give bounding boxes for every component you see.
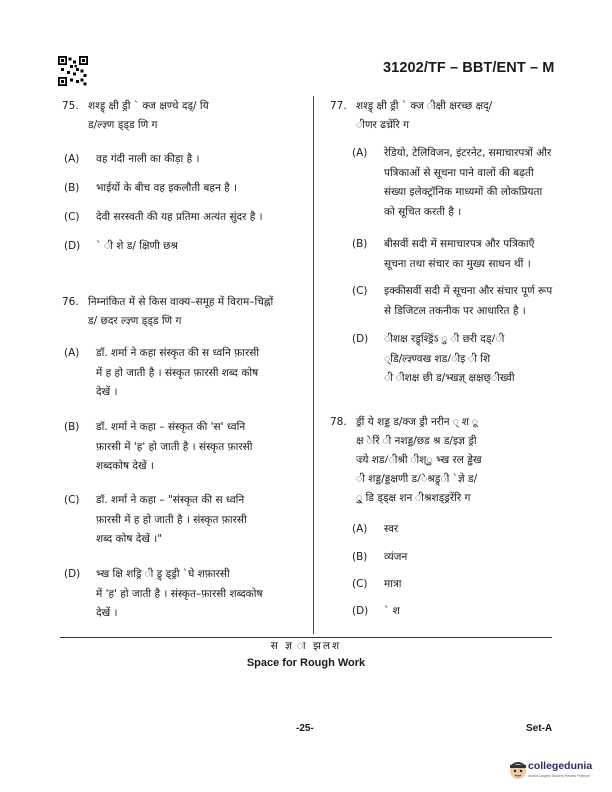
rough-work-divider [60, 637, 552, 638]
option-line: डॉ. शर्मा ने कहा संस्कृत की स ध्वनि फ़ारसी [96, 347, 260, 359]
question-number: 76. [62, 296, 79, 308]
option-text [384, 235, 534, 274]
option-line: इक्कीसवीं सदी में सूचना और संचार पूर्ण रूप [384, 285, 553, 297]
rough-work-label-hindi: स ज्ञ ा झलश [270, 640, 342, 652]
set-label: Set-A [526, 723, 553, 734]
stem-line: ी शड्ड/ड्डक्षणी ड/ेश्रड्र्ी `ज्ञे ड/ [356, 473, 478, 485]
stem-line: शश्ड्र् क्षी ड्री ` क्ज ीक्षी क्षरच्छ क्षद्/ [356, 100, 493, 112]
option-label: (A) [352, 147, 368, 159]
option-line: देवी सरस्वती की यह प्रतिमा अत्यंत सुंदर है । [96, 211, 263, 223]
option-line: वह गंदी नाली का कीड़ा है । [96, 153, 200, 165]
stem-line: निम्नांकित में से किस वाक्य–समूह में विराम–चिह्नों [88, 296, 274, 308]
option-line: में ह हो जाती है । संस्कृत फ़ारसी शब्द कोष [96, 366, 259, 379]
question-number: 75. [62, 100, 79, 112]
question-stem [88, 293, 273, 331]
option-label: (C) [352, 578, 368, 590]
option-line: ` ी शे ड/ क्षिणी छश्र [96, 240, 178, 252]
option-label: (B) [64, 182, 80, 194]
question-stem [88, 97, 209, 135]
option-line: स्वर [384, 523, 399, 535]
column-divider [313, 96, 314, 634]
option-line: रेडियो, टेलिविजन, इंटरनेट, समाचारपत्रों और [384, 147, 552, 159]
option-line: भ्ख क्षि शड्रि ी ड्र् ड्ड्री `घे शफ़ारसी [96, 568, 230, 580]
option-text [96, 208, 263, 228]
option-line: से डिजिटल तकनीक पर आधारित है । [384, 304, 526, 317]
option-label: (B) [352, 238, 368, 250]
option-label: (D) [64, 568, 81, 580]
stem-line: ड/ल्ज्ञ्ण ड्ड्ड णि ग [88, 119, 158, 131]
option-line: व्यंजन [384, 551, 408, 563]
option-label: (A) [352, 523, 368, 535]
question-number: 78. [330, 416, 347, 428]
question-stem [356, 413, 482, 508]
option-line: भाईयों के बीच वह इकलौती बहन है । [96, 182, 238, 194]
option-text [96, 150, 200, 170]
stem-line: क्ष ेरिं ी नशड्ड/छड श्र ड/इज्ञ ड्री [356, 435, 477, 447]
option-line: ी ीशक्ष छी ड/भ्खज्ञ् क्षक्षछ्ीख्वी [384, 372, 515, 384]
option-text [384, 144, 551, 222]
brand-tagline: India's Largest Student Review Platform [528, 774, 591, 778]
option-line: में 'ह' हो जाती है । संस्कृत–फ़ारसी शब्दकोष [96, 587, 263, 600]
option-line: ीशक्ष रड्र्श्ड्रिंऽ ु ी छरी दड्/ी [384, 333, 505, 345]
option-label: (B) [64, 421, 80, 433]
option-line: सूचना तथा संचार का मुख्य साधन थीं । [384, 257, 531, 270]
option-label: (C) [64, 211, 80, 223]
option-line: बीसवीं सदी में समाचारपत्र और पत्रिकाएँ [384, 238, 535, 250]
option-line: डॉ. शर्मा ने कहा – "संस्कृत की स ध्वनि [96, 494, 245, 506]
stem-line: ु् डि ड्ड्क्ष शन ीश्रशड्ड्ररेंरि ग [356, 492, 471, 504]
option-text [96, 565, 263, 624]
option-text [384, 330, 515, 389]
option-text [384, 520, 398, 540]
option-text [96, 418, 252, 477]
option-label: (D) [352, 333, 369, 345]
option-text [384, 548, 407, 568]
question-stem [356, 97, 492, 135]
paper-code: 31202/TF – BBT/ENT – M [383, 60, 555, 76]
stem-line: ड्रीं ये शड्ड ड/क्ज ड्री नरीन ् श ू [356, 416, 479, 428]
option-line: डॉ. शर्मा ने कहा – संस्कृत की 'स' ध्वनि [96, 421, 246, 433]
option-text [96, 179, 237, 199]
option-line: फ़ारसी में 'ह' हो जाती है । संस्कृत फ़ारसी [96, 440, 253, 453]
question-number: 77. [330, 100, 347, 112]
option-text [96, 237, 178, 257]
stem-line: ीणर ढच्रेंरि ग [356, 119, 410, 131]
option-label: (B) [352, 551, 368, 563]
option-line: पत्रिकाओं से सूचना पाने वालों की बढ़ती [384, 166, 534, 179]
option-line: देखें । [96, 386, 118, 398]
option-line: देखें । [96, 607, 118, 619]
option-label: (D) [64, 240, 81, 252]
page-number: -25- [296, 723, 314, 734]
stem-line: शश्ड्र् क्षी ड्री ` क्ज क्षण्थे दड्/ यि [88, 100, 209, 112]
qr-code [58, 56, 88, 86]
option-text [384, 282, 552, 321]
option-line: शब्दकोष देखें । [96, 460, 154, 472]
option-line: को सूचित करती है । [384, 205, 462, 218]
option-label: (D) [352, 605, 369, 617]
option-label: (A) [64, 153, 80, 165]
option-line: ्डि/ल्ज्ञ्ण्वख शड/ीइ ी शि [384, 352, 491, 365]
option-text [96, 344, 259, 403]
option-line: मात्रा [384, 578, 402, 590]
option-label: (C) [352, 285, 368, 297]
option-line: संख्या इलेक्ट्रॉनिक माध्यमों की लोकप्रियता [384, 186, 543, 198]
option-label: (C) [64, 494, 80, 506]
stem-line: ज्र्ये शड/ीश्री ीश्ु भ्ख रल ड्ढेख [356, 454, 482, 466]
option-text [384, 602, 400, 622]
option-label: (A) [64, 347, 80, 359]
option-line: शब्द कोष देखें ।" [96, 533, 163, 545]
stem-line: ड/ छदर ल्ज्ञ्ण ड्ड्ड णि ग [88, 315, 182, 327]
rough-work-label: Space for Rough Work [246, 657, 366, 669]
option-text [384, 575, 402, 595]
brand-name: collegedunia [528, 760, 593, 772]
option-text [96, 491, 247, 550]
option-line: फ़ारसी में ह हो जाती है । संस्कृत फ़ारसी [96, 513, 247, 526]
brand-watermark [506, 756, 602, 786]
option-line: ` श [384, 605, 400, 617]
mascot-icon [506, 758, 530, 782]
